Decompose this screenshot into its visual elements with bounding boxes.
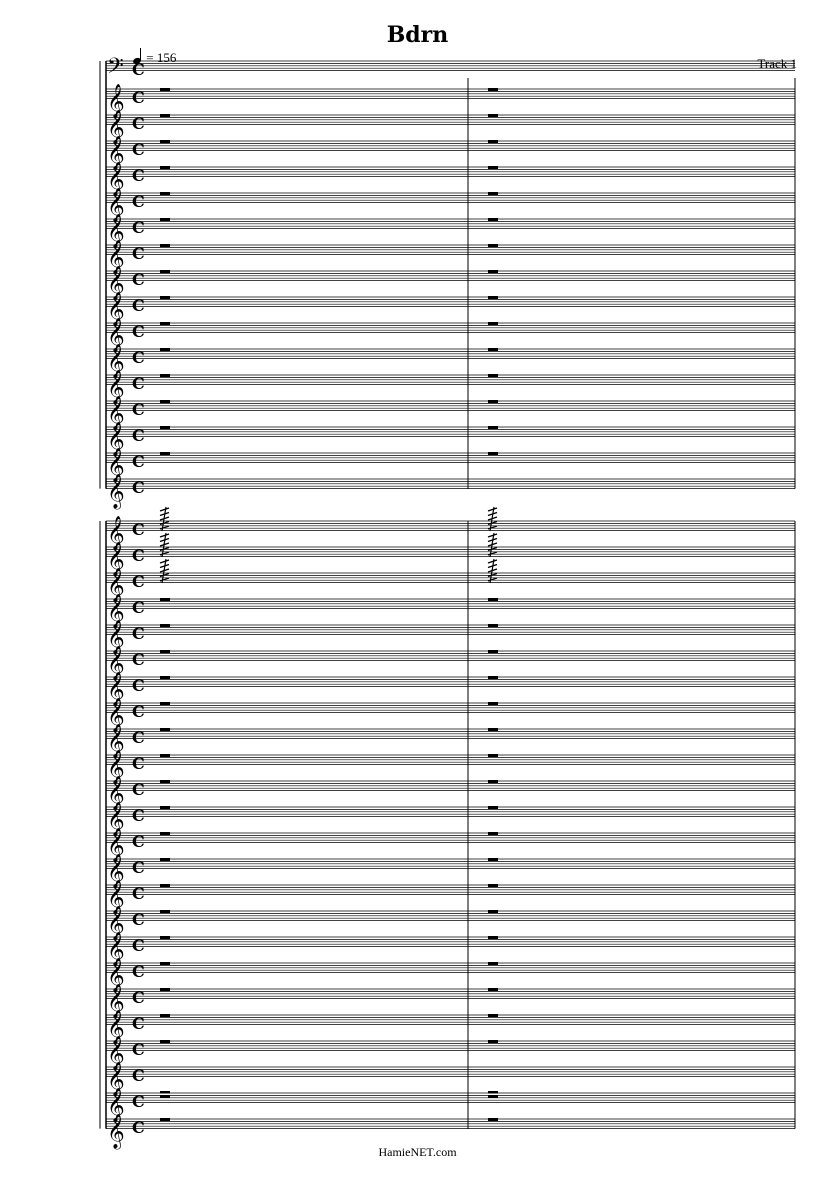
- staff: [106, 932, 795, 968]
- system-lower: [100, 507, 795, 1150]
- time-signature: C: [132, 858, 145, 877]
- staff: [106, 1062, 795, 1098]
- treble-clef-icon: 𝄞: [107, 698, 125, 733]
- time-signature: C: [132, 478, 145, 497]
- time-signature: C: [132, 728, 145, 747]
- whole-rest: [160, 88, 170, 91]
- whole-rest: [488, 598, 498, 601]
- treble-clef-icon: 𝄞: [107, 854, 125, 889]
- treble-clef-icon: 𝄞: [107, 646, 125, 681]
- treble-clef-icon: 𝄞: [107, 1088, 125, 1123]
- treble-clef-icon: 𝄞: [107, 802, 125, 837]
- time-signature: C: [132, 676, 145, 695]
- treble-clef-icon: 𝄞: [107, 906, 125, 941]
- whole-rest: [488, 374, 498, 377]
- time-signature: C: [132, 936, 145, 955]
- track-label: Track 1: [757, 56, 797, 71]
- staff: [106, 162, 795, 198]
- staff: [106, 54, 795, 84]
- treble-clef-icon: 𝄞: [107, 292, 125, 327]
- whole-rest: [160, 728, 170, 731]
- time-signature: C: [132, 270, 145, 289]
- time-signature: C: [132, 400, 145, 419]
- tremolo-rest: [488, 533, 497, 557]
- whole-rest: [488, 140, 498, 143]
- whole-rest: [488, 400, 498, 403]
- time-signature: C: [132, 348, 145, 367]
- time-signature: C: [132, 1118, 145, 1137]
- whole-rest: [488, 114, 498, 117]
- staff: [106, 84, 795, 120]
- treble-clef-icon: 𝄞: [107, 620, 125, 655]
- tremolo-beam: [488, 574, 497, 577]
- time-signature: C: [132, 60, 145, 79]
- whole-rest: [488, 780, 498, 783]
- treble-clef-icon: 𝄞: [107, 162, 125, 197]
- treble-clef-icon: 𝄞: [107, 188, 125, 223]
- whole-rest: [160, 910, 170, 913]
- staff: [106, 136, 795, 172]
- staff: [106, 620, 795, 656]
- footer-credit: HamieNET.com: [378, 1145, 457, 1159]
- whole-rest: [160, 140, 170, 143]
- staff: [106, 474, 795, 510]
- bass-clef-icon: 𝄢: [107, 54, 124, 84]
- whole-rest: [488, 426, 498, 429]
- treble-clef-icon: 𝄞: [107, 396, 125, 431]
- time-signature: C: [132, 1040, 145, 1059]
- staff: [106, 854, 795, 890]
- time-signature: C: [132, 374, 145, 393]
- whole-rest: [160, 452, 170, 455]
- time-signature: C: [132, 702, 145, 721]
- treble-clef-icon: 𝄞: [107, 110, 125, 145]
- time-signature: C: [132, 192, 145, 211]
- staff: [106, 318, 795, 354]
- whole-rest: [160, 832, 170, 835]
- staff: [106, 880, 795, 916]
- whole-rest: [160, 166, 170, 169]
- staff: [106, 370, 795, 406]
- time-signature: C: [132, 598, 145, 617]
- whole-rest: [160, 270, 170, 273]
- time-signature: C: [132, 910, 145, 929]
- whole-rest: [488, 244, 498, 247]
- whole-rest: [488, 1014, 498, 1017]
- treble-clef-icon: 𝄞: [107, 318, 125, 353]
- time-signature: C: [132, 296, 145, 315]
- tremolo-beam: [488, 508, 497, 511]
- whole-rest: [160, 988, 170, 991]
- time-signature: C: [132, 624, 145, 643]
- treble-clef-icon: 𝄞: [107, 828, 125, 863]
- time-signature: C: [132, 780, 145, 799]
- treble-clef-icon: 𝄞: [107, 136, 125, 171]
- staff: [106, 559, 795, 604]
- whole-rest: [488, 624, 498, 627]
- time-signature: C: [132, 988, 145, 1007]
- whole-rest: [488, 1040, 498, 1043]
- time-signature: C: [132, 754, 145, 773]
- time-signature: C: [132, 546, 145, 565]
- whole-rest: [488, 1095, 498, 1098]
- tremolo-beam: [488, 534, 497, 537]
- whole-rest: [488, 88, 498, 91]
- tremolo-rest: [160, 507, 169, 531]
- treble-clef-icon: 𝄞: [107, 1062, 125, 1097]
- whole-rest: [488, 676, 498, 679]
- whole-rest: [488, 1118, 498, 1121]
- staff: [106, 214, 795, 250]
- treble-clef-icon: 𝄞: [107, 370, 125, 405]
- whole-rest: [488, 166, 498, 169]
- staff: [106, 750, 795, 786]
- treble-clef-icon: 𝄞: [107, 474, 125, 509]
- whole-rest: [488, 270, 498, 273]
- whole-rest: [488, 192, 498, 195]
- staff: [106, 422, 795, 458]
- whole-rest: [488, 218, 498, 221]
- whole-rest: [488, 452, 498, 455]
- whole-rest: [160, 400, 170, 403]
- whole-rest: [160, 624, 170, 627]
- staff: [106, 396, 795, 432]
- staff: [106, 776, 795, 812]
- time-signature: C: [132, 426, 145, 445]
- time-signature: C: [132, 520, 145, 539]
- staff: [106, 984, 795, 1020]
- treble-clef-icon: 𝄞: [107, 568, 125, 603]
- whole-rest: [488, 348, 498, 351]
- treble-clef-icon: 𝄞: [107, 516, 125, 551]
- whole-rest: [488, 910, 498, 913]
- staff: [106, 110, 795, 146]
- time-signature: C: [132, 806, 145, 825]
- treble-clef-icon: 𝄞: [107, 1114, 125, 1149]
- whole-rest: [160, 296, 170, 299]
- score-title: Bdrn: [386, 22, 449, 48]
- whole-rest: [160, 1091, 170, 1094]
- whole-rest: [160, 322, 170, 325]
- whole-rest: [160, 1118, 170, 1121]
- treble-clef-icon: 𝄞: [107, 266, 125, 301]
- whole-rest: [488, 988, 498, 991]
- tremolo-rest: [160, 559, 169, 583]
- treble-clef-icon: 𝄞: [107, 880, 125, 915]
- whole-rest: [488, 832, 498, 835]
- whole-rest: [488, 754, 498, 757]
- staff: [106, 802, 795, 838]
- tremolo-beam: [160, 534, 169, 537]
- whole-rest: [160, 806, 170, 809]
- staff: [106, 1088, 795, 1124]
- whole-rest: [160, 1095, 170, 1098]
- treble-clef-icon: 𝄞: [107, 1010, 125, 1045]
- whole-rest: [160, 348, 170, 351]
- time-signature: C: [132, 140, 145, 159]
- whole-rest: [488, 728, 498, 731]
- treble-clef-icon: 𝄞: [107, 932, 125, 967]
- time-signature: C: [132, 166, 145, 185]
- whole-rest: [160, 244, 170, 247]
- treble-clef-icon: 𝄞: [107, 84, 125, 119]
- tremolo-beam: [488, 522, 497, 525]
- whole-rest: [488, 806, 498, 809]
- whole-rest: [160, 598, 170, 601]
- whole-rest: [160, 1014, 170, 1017]
- treble-clef-icon: 𝄞: [107, 776, 125, 811]
- time-signature: C: [132, 572, 145, 591]
- time-signature: C: [132, 452, 145, 471]
- staff: [106, 958, 795, 994]
- time-signature: C: [132, 650, 145, 669]
- whole-rest: [160, 780, 170, 783]
- whole-rest: [160, 962, 170, 965]
- treble-clef-icon: 𝄞: [107, 542, 125, 577]
- tremolo-beam: [160, 560, 169, 563]
- time-signature: C: [132, 884, 145, 903]
- whole-rest: [160, 858, 170, 861]
- treble-clef-icon: 𝄞: [107, 984, 125, 1019]
- staff: [106, 533, 795, 578]
- whole-rest: [488, 1091, 498, 1094]
- staff: [106, 828, 795, 864]
- whole-rest: [160, 650, 170, 653]
- whole-rest: [488, 858, 498, 861]
- tremolo-rest: [160, 533, 169, 557]
- treble-clef-icon: 𝄞: [107, 448, 125, 483]
- treble-clef-icon: 𝄞: [107, 422, 125, 457]
- staff: [106, 698, 795, 734]
- whole-rest: [488, 702, 498, 705]
- treble-clef-icon: 𝄞: [107, 724, 125, 759]
- time-signature: C: [132, 244, 145, 263]
- time-signature: C: [132, 962, 145, 981]
- whole-rest: [160, 218, 170, 221]
- treble-clef-icon: 𝄞: [107, 344, 125, 379]
- tremolo-rest: [488, 559, 497, 583]
- whole-rest: [160, 754, 170, 757]
- time-signature: C: [132, 114, 145, 133]
- staff: [106, 906, 795, 942]
- treble-clef-icon: 𝄞: [107, 958, 125, 993]
- staff: [106, 646, 795, 682]
- whole-rest: [160, 936, 170, 939]
- time-signature: C: [132, 88, 145, 107]
- treble-clef-icon: 𝄞: [107, 240, 125, 275]
- whole-rest: [488, 936, 498, 939]
- tremolo-beam: [160, 548, 169, 551]
- tremolo-beam: [488, 560, 497, 563]
- staff: [106, 672, 795, 708]
- staff: [106, 507, 795, 552]
- staff: [106, 724, 795, 760]
- whole-rest: [160, 426, 170, 429]
- tremolo-rest: [488, 507, 497, 531]
- system-upper: [100, 54, 795, 510]
- staff: [106, 1036, 795, 1072]
- whole-rest: [488, 296, 498, 299]
- whole-rest: [160, 884, 170, 887]
- tremolo-beam: [160, 508, 169, 511]
- whole-rest: [160, 374, 170, 377]
- whole-rest: [160, 676, 170, 679]
- staff: [106, 344, 795, 380]
- staff: [106, 1010, 795, 1046]
- whole-rest: [488, 962, 498, 965]
- time-signature: C: [132, 832, 145, 851]
- staff: [106, 292, 795, 328]
- staff: [106, 266, 795, 302]
- whole-rest: [488, 650, 498, 653]
- treble-clef-icon: 𝄞: [107, 594, 125, 629]
- time-signature: C: [132, 1014, 145, 1033]
- tremolo-beam: [160, 574, 169, 577]
- staff: [106, 188, 795, 224]
- whole-rest: [488, 322, 498, 325]
- whole-rest: [160, 114, 170, 117]
- time-signature: C: [132, 322, 145, 341]
- whole-rest: [488, 884, 498, 887]
- time-signature: C: [132, 218, 145, 237]
- staff: [106, 594, 795, 630]
- treble-clef-icon: 𝄞: [107, 672, 125, 707]
- treble-clef-icon: 𝄞: [107, 1036, 125, 1071]
- tempo-value: = 156: [146, 50, 177, 65]
- whole-rest: [160, 192, 170, 195]
- treble-clef-icon: 𝄞: [107, 214, 125, 249]
- tremolo-beam: [488, 548, 497, 551]
- whole-rest: [160, 702, 170, 705]
- time-signature: C: [132, 1092, 145, 1111]
- tremolo-beam: [160, 522, 169, 525]
- staff: [106, 448, 795, 484]
- treble-clef-icon: 𝄞: [107, 750, 125, 785]
- staff: [106, 240, 795, 276]
- time-signature: C: [132, 1066, 145, 1085]
- whole-rest: [160, 1040, 170, 1043]
